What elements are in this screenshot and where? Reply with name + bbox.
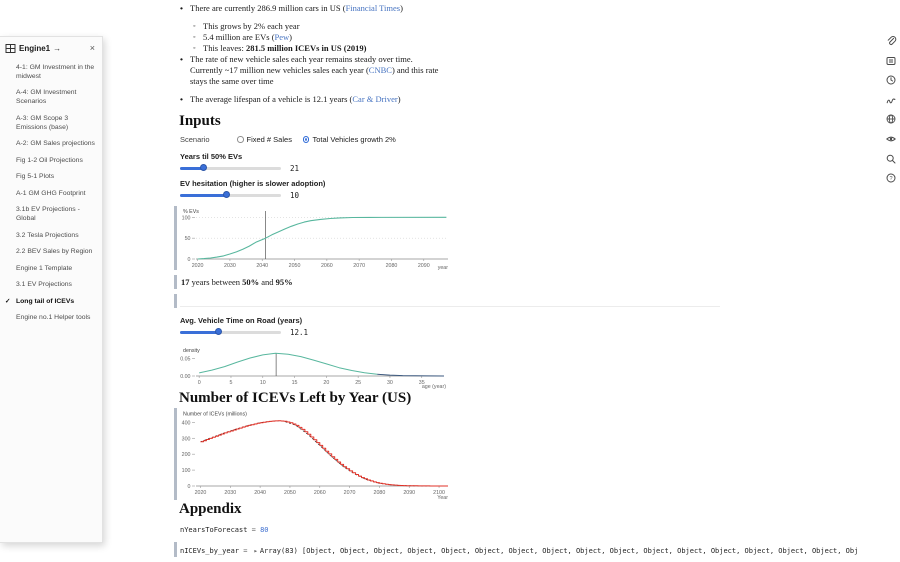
sidebar-item[interactable]: [16, 64, 96, 82]
slider-avg-vehicle-time: [180, 316, 400, 336]
svg-text:35: 35: [418, 380, 425, 386]
sidebar-item-list: [0, 57, 102, 323]
svg-text:2040: 2040: [256, 263, 269, 269]
scribble-icon[interactable]: [885, 94, 897, 106]
sidebar-item-label: A-3: GM Scope 3 Emissions (base): [16, 114, 69, 131]
grid-icon: [5, 43, 16, 54]
text-segment: ): [397, 94, 401, 104]
svg-text:2050: 2050: [284, 490, 296, 496]
sidebar-item-label: Fig 1-2 Oil Projections: [16, 156, 83, 164]
svg-text:2070: 2070: [353, 263, 366, 269]
sidebar-item[interactable]: [5, 297, 96, 307]
scenario-radio-option[interactable]: [237, 135, 292, 144]
text-segment: This leaves:: [203, 43, 246, 53]
slider-track[interactable]: [180, 194, 281, 197]
sidebar-item[interactable]: [16, 157, 96, 166]
svg-text:15: 15: [291, 380, 298, 386]
bullet-item: [180, 54, 446, 87]
radio-label: Total Vehicles growth 2%: [312, 135, 396, 144]
svg-text:2100: 2100: [433, 490, 445, 496]
sub-bullet-marker: ◦: [193, 23, 196, 30]
bullet-item: [180, 3, 446, 54]
sidebar-item-label: Engine 1 Template: [16, 264, 73, 272]
svg-text:2090: 2090: [417, 263, 430, 269]
sub-bullet-marker: ◦: [193, 34, 196, 41]
svg-text:5: 5: [229, 380, 233, 386]
open-arrow-icon[interactable]: →: [53, 43, 62, 53]
equals-sign: =: [239, 547, 252, 555]
slider-fill: [180, 194, 226, 197]
svg-text:400: 400: [181, 420, 191, 427]
inline-link[interactable]: Car & Driver: [352, 94, 398, 104]
variable-value: 80: [260, 526, 269, 534]
svg-text:density: density: [183, 348, 200, 354]
sidebar-item-label: A-2: GM Sales projections: [16, 140, 95, 148]
slider-thumb[interactable]: [200, 164, 207, 171]
sidebar-item[interactable]: [16, 281, 96, 290]
sidebar-item-label: Fig 5-1 Plots: [16, 173, 55, 181]
server-icon[interactable]: [885, 55, 897, 67]
slider-ev-hesitation: [180, 179, 400, 199]
sidebar-item[interactable]: [16, 265, 96, 274]
svg-text:age (year): age (year): [421, 384, 446, 389]
svg-text:2030: 2030: [224, 490, 237, 496]
text-segment: 95%: [275, 277, 293, 287]
svg-text:100: 100: [181, 215, 191, 222]
sidebar-item[interactable]: [16, 173, 96, 182]
link-icon[interactable]: [885, 35, 897, 47]
svg-text:2020: 2020: [194, 490, 207, 496]
svg-text:?: ?: [889, 176, 893, 183]
svg-text:20: 20: [323, 380, 330, 386]
slider-value: 12.1: [290, 327, 309, 337]
svg-text:0: 0: [197, 380, 201, 386]
equals-sign: =: [247, 526, 261, 534]
svg-text:year: year: [437, 265, 448, 270]
years-between-text: [181, 277, 293, 287]
variable-name: nYearsToForecast: [180, 526, 248, 534]
scenario-label: Scenario: [180, 135, 210, 144]
close-icon[interactable]: ×: [89, 43, 95, 53]
search-icon[interactable]: [885, 153, 897, 165]
slider-track[interactable]: [180, 167, 281, 170]
sidebar-item[interactable]: [16, 190, 96, 199]
inputs-heading: Inputs: [179, 113, 221, 129]
inline-link[interactable]: Pew: [274, 32, 290, 42]
svg-text:2040: 2040: [254, 490, 267, 496]
sidebar-title: Engine1: [19, 44, 51, 53]
text-segment: 5.4 million are EVs (: [203, 32, 275, 42]
icevs-heading: Number of ICEVs Left by Year (US): [179, 390, 412, 406]
text-segment: There are currently 286.9 million cars in US (: [190, 3, 346, 13]
code-cell-nyearstoforecast[interactable]: [180, 526, 269, 534]
slider-thumb[interactable]: [223, 191, 230, 198]
tool-rail: [885, 35, 897, 184]
section-divider: [180, 306, 720, 307]
bullet-item: [180, 94, 446, 105]
text-segment: ): [289, 32, 293, 42]
cell-indicator-bar: [174, 408, 177, 500]
text-segment: 50%: [242, 277, 260, 287]
bullet-marker: •: [180, 54, 183, 64]
text-segment: The rate of new vehicle sales each year remains steady over time. Currently ~17 million new vehicles sales each year (: [190, 54, 413, 75]
slider-value: 21: [290, 163, 300, 173]
slider-label: Avg. Vehicle Time on Road (years): [180, 316, 303, 325]
help-icon[interactable]: [885, 172, 897, 184]
svg-text:Number of ICEVs (millions): Number of ICEVs (millions): [183, 411, 247, 418]
appendix-heading: Appendix: [179, 501, 242, 517]
svg-text:2080: 2080: [373, 490, 386, 496]
radio-label: Fixed # Sales: [246, 135, 292, 144]
slider-value: 10: [290, 190, 300, 200]
svg-text:% EVs: % EVs: [183, 209, 199, 215]
sidebar-item-label: Engine no.1 Helper tools: [16, 313, 91, 321]
text-segment: 281.5 million ICEVs in US (2019): [245, 43, 367, 53]
sidebar-item-label: 3.1b EV Projections - Global: [16, 206, 80, 223]
sidebar-item-label: A-1 GM GHG Footprint: [16, 189, 86, 197]
disclosure-triangle-icon[interactable]: ▸: [253, 547, 258, 555]
sidebar-item-label: 3.1 EV Projections: [16, 281, 72, 289]
text-segment: years between: [189, 277, 243, 287]
svg-text:Year: Year: [437, 495, 448, 500]
svg-text:2060: 2060: [313, 490, 326, 496]
text-segment: and: [259, 277, 276, 287]
sidebar-item-label: 3.2 Tesla Projections: [16, 231, 79, 239]
svg-text:2020: 2020: [191, 263, 204, 269]
svg-text:30: 30: [386, 380, 393, 386]
sidebar-item[interactable]: [16, 248, 96, 257]
cell-indicator-bar: [174, 275, 177, 289]
svg-text:0.00: 0.00: [180, 374, 191, 380]
slider-label: Years til 50% EVs: [180, 152, 243, 161]
text-segment: ): [400, 3, 403, 13]
svg-text:2080: 2080: [385, 263, 398, 269]
svg-text:10: 10: [259, 380, 266, 386]
history-icon[interactable]: [885, 74, 897, 86]
pct-evs-chart: [180, 206, 452, 270]
code-cell-nicevs-by-year[interactable]: [180, 547, 870, 555]
sub-bullet-marker: ◦: [193, 45, 196, 52]
svg-text:100: 100: [181, 468, 191, 475]
radio-icon: [303, 136, 310, 143]
svg-text:2050: 2050: [288, 263, 301, 269]
svg-text:2060: 2060: [320, 263, 333, 269]
sidebar-item[interactable]: [16, 89, 96, 107]
sidebar-item-label: 2.2 BEV Sales by Region: [16, 248, 93, 256]
svg-text:0: 0: [187, 257, 191, 263]
variable-name: nICEVs_by_year: [180, 547, 240, 555]
slider-label: EV hesitation (higher is slower adoption): [180, 179, 326, 188]
text-segment: The average lifespan of a vehicle is 12.1 years (: [190, 94, 353, 104]
icevs-by-year-chart: [178, 408, 454, 500]
intro-bullet-list: [180, 0, 446, 112]
globe-icon[interactable]: [885, 113, 897, 125]
scenario-radio-group: [180, 135, 407, 144]
svg-text:2070: 2070: [343, 490, 356, 496]
sidebar-item-label: Long tail of ICEVs: [16, 297, 75, 305]
scenario-radio-option[interactable]: [303, 135, 396, 144]
svg-text:50: 50: [184, 236, 191, 243]
svg-text:200: 200: [181, 452, 191, 459]
cell-indicator-bar: [174, 542, 177, 557]
slider-thumb[interactable]: [215, 328, 222, 335]
bullet-marker: •: [180, 94, 183, 104]
check-icon: ✓: [5, 297, 11, 305]
svg-text:2030: 2030: [224, 263, 236, 269]
sidebar-item-label: A-4: GM Investment Scenarios: [16, 89, 77, 106]
sidebar-header: [0, 37, 102, 57]
svg-text:25: 25: [355, 380, 362, 386]
cell-indicator-bar: [174, 294, 177, 308]
sidebar-item[interactable]: [16, 206, 96, 224]
cell-indicator-bar: [174, 206, 177, 270]
slider-fill: [180, 331, 218, 334]
slider-years-til-50-evs: [180, 152, 400, 172]
sidebar-item[interactable]: [16, 232, 96, 241]
svg-text:0: 0: [187, 484, 191, 490]
sidebar-panel: [0, 36, 103, 543]
bullet-marker: •: [180, 3, 183, 13]
svg-text:0.05: 0.05: [180, 356, 191, 363]
inline-link[interactable]: CNBC: [368, 65, 392, 75]
sidebar-item-label: 4-1: GM Investment in the midwest: [16, 64, 95, 80]
inline-link[interactable]: Financial Times: [345, 3, 401, 13]
eye-icon[interactable]: [885, 133, 897, 145]
slider-track[interactable]: [180, 331, 281, 334]
array-preview: Array(83) [Object, Object, Object, Object, Object, Object, Object, Object, Object, Object, Object, Object, Object, Object, Object, Object, Obj: [259, 547, 859, 555]
sidebar-item[interactable]: [16, 314, 96, 323]
svg-text:2090: 2090: [403, 490, 416, 496]
text-segment: This grows by 2% each year: [203, 21, 300, 31]
text-segment: ) and this rate stays the same over time: [190, 65, 439, 86]
text-segment: 17: [181, 277, 190, 287]
vehicle-age-density-chart: [180, 345, 452, 389]
radio-icon: [237, 136, 244, 143]
sidebar-item[interactable]: [16, 140, 96, 149]
sidebar-item[interactable]: [16, 115, 96, 133]
svg-text:300: 300: [181, 436, 191, 443]
